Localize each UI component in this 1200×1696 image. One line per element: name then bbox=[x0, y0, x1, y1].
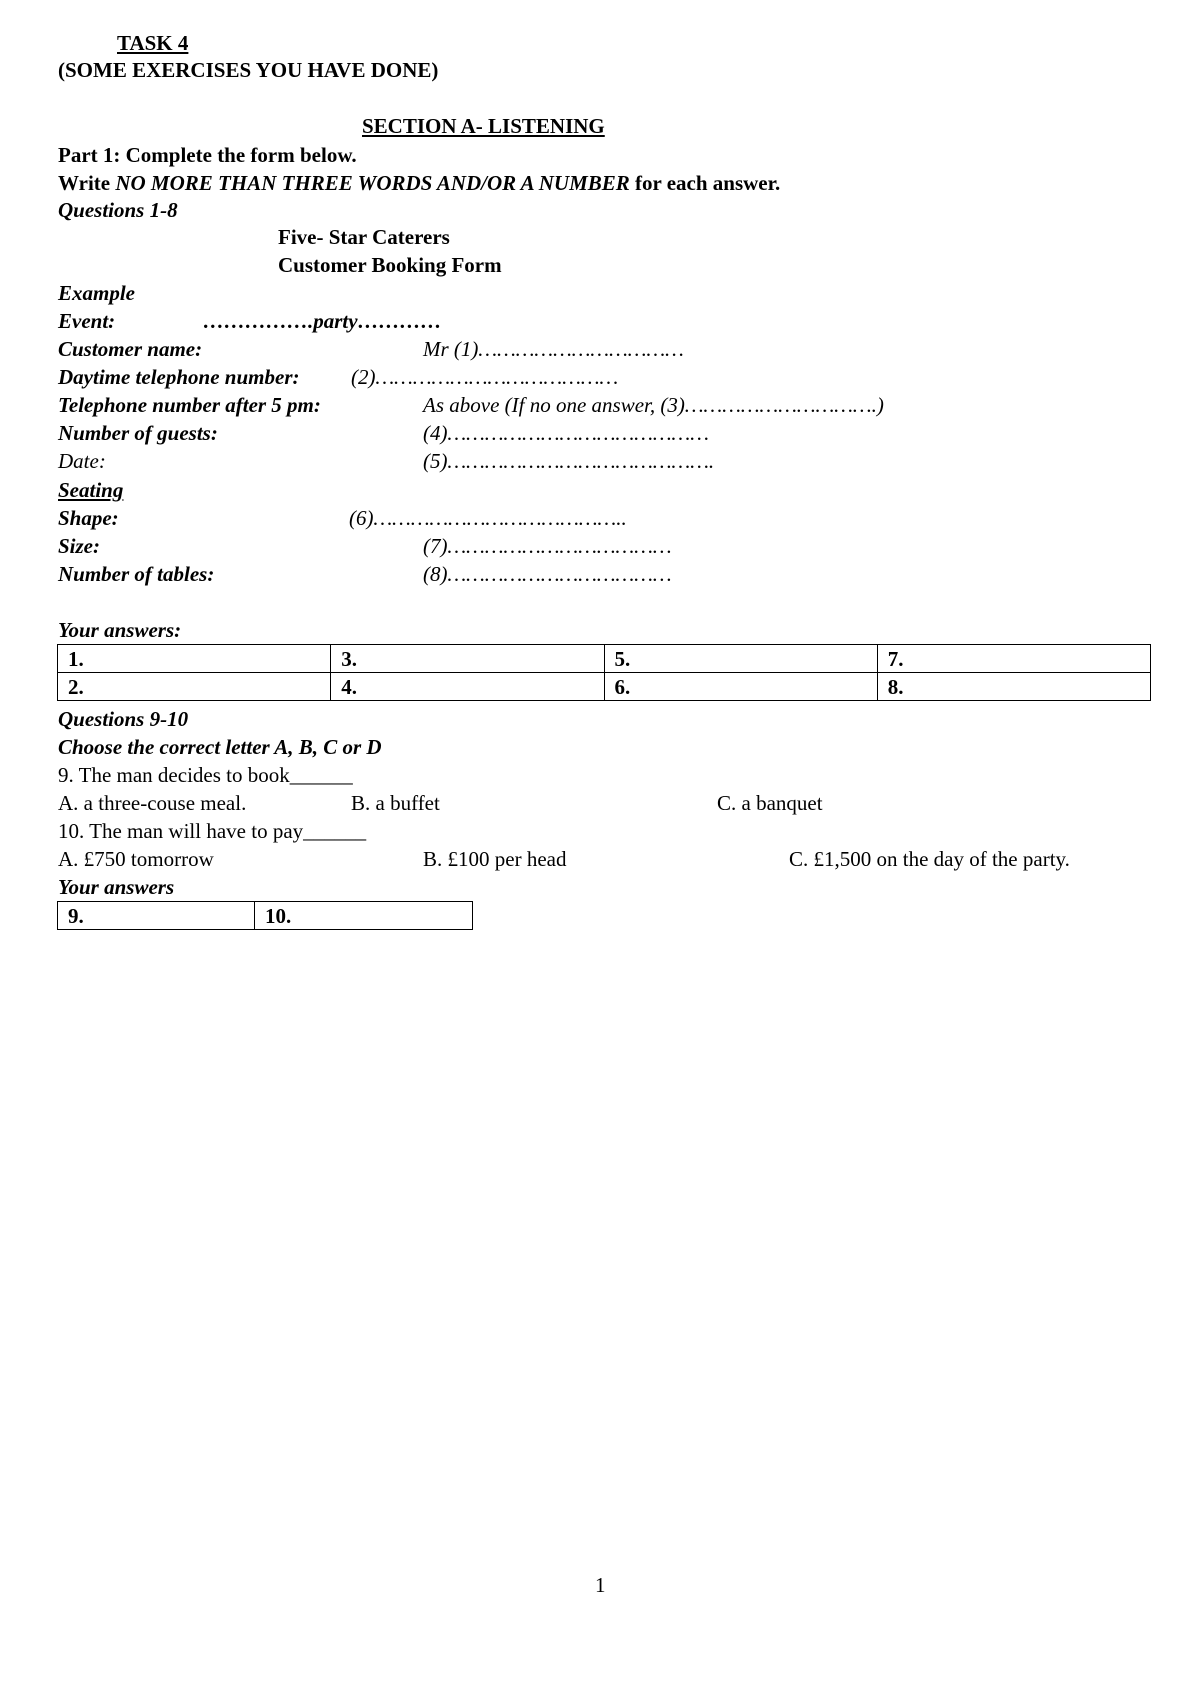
form-label-evening-phone: Telephone number after 5 pm: bbox=[58, 393, 321, 417]
q10-option-a: A. £750 tomorrow bbox=[58, 847, 214, 871]
instruction-emphasis: NO MORE THAN THREE WORDS AND/OR A NUMBER bbox=[115, 171, 630, 195]
form-value-tables: (8)……………………………… bbox=[423, 562, 672, 586]
answer-cell-2[interactable]: 2. bbox=[58, 673, 331, 701]
task-subtitle: (SOME EXERCISES YOU HAVE DONE) bbox=[58, 58, 439, 82]
form-label-tables: Number of tables: bbox=[58, 562, 215, 586]
answer-cell-4[interactable]: 4. bbox=[331, 673, 604, 701]
answer-grid-9-10 bbox=[57, 901, 473, 930]
seating-heading: Seating bbox=[58, 478, 124, 502]
form-value-customer-name: Mr (1)…………………………… bbox=[423, 337, 684, 361]
table-row bbox=[58, 645, 1151, 673]
q9-option-a: A. a three-couse meal. bbox=[58, 791, 247, 815]
q9-option-b: B. a buffet bbox=[351, 791, 440, 815]
answer-grid-1-8 bbox=[57, 644, 1151, 701]
question-10: 10. The man will have to pay______ bbox=[58, 819, 367, 843]
company-name: Five- Star Caterers bbox=[278, 225, 450, 249]
task-title: TASK 4 bbox=[117, 31, 189, 55]
form-value-guests: (4)…………………………………… bbox=[423, 421, 709, 445]
form-value-daytime-phone: (2)………………………………… bbox=[351, 365, 619, 389]
form-label-size: Size: bbox=[58, 534, 100, 558]
page-number: 1 bbox=[595, 1573, 606, 1597]
form-label-guests: Number of guests: bbox=[58, 421, 218, 445]
form-value-evening-phone: As above (If no one answer, (3)………………………….) bbox=[423, 393, 884, 417]
form-label-shape: Shape: bbox=[58, 506, 119, 530]
form-value-date: (5)……………………………………. bbox=[423, 449, 715, 473]
form-title: Customer Booking Form bbox=[278, 253, 502, 277]
form-label-customer-name: Customer name: bbox=[58, 337, 203, 361]
question-9: 9. The man decides to book______ bbox=[58, 763, 353, 787]
form-label-date: Date: bbox=[58, 449, 106, 473]
q10-option-c: C. £1,500 on the day of the party. bbox=[789, 847, 1070, 871]
answer-cell-8[interactable]: 8. bbox=[877, 673, 1150, 701]
instruction-suffix: for each answer. bbox=[629, 171, 781, 195]
part1-heading: Part 1: Complete the form below. bbox=[58, 143, 357, 167]
table-row bbox=[58, 673, 1151, 701]
part1-instruction bbox=[58, 170, 780, 196]
instruction-prefix: Write bbox=[58, 171, 116, 195]
questions-9-10-label: Questions 9-10 bbox=[58, 707, 189, 731]
q10-option-b: B. £100 per head bbox=[423, 847, 567, 871]
answer-cell-10[interactable]: 10. bbox=[255, 902, 473, 930]
section-heading: SECTION A- LISTENING bbox=[362, 114, 605, 138]
answer-cell-3[interactable]: 3. bbox=[331, 645, 604, 673]
questions-1-8-label: Questions 1-8 bbox=[58, 198, 178, 222]
form-value-size: (7)……………………………… bbox=[423, 534, 672, 558]
answer-cell-9[interactable]: 9. bbox=[58, 902, 255, 930]
answer-cell-5[interactable]: 5. bbox=[604, 645, 877, 673]
form-label-event: Event: bbox=[58, 309, 116, 333]
answer-cell-6[interactable]: 6. bbox=[604, 673, 877, 701]
example-label: Example bbox=[58, 281, 135, 305]
answers-9-10-label: Your answers bbox=[58, 875, 175, 899]
form-value-event: …………….party………… bbox=[203, 309, 442, 333]
part2-instruction: Choose the correct letter A, B, C or D bbox=[58, 735, 382, 759]
form-value-shape: (6)………………………………….. bbox=[349, 506, 627, 530]
answers-label: Your answers: bbox=[58, 618, 182, 642]
table-row bbox=[58, 902, 473, 930]
answer-cell-1[interactable]: 1. bbox=[58, 645, 331, 673]
answer-cell-7[interactable]: 7. bbox=[877, 645, 1150, 673]
form-label-daytime-phone: Daytime telephone number: bbox=[58, 365, 300, 389]
q9-option-c: C. a banquet bbox=[717, 791, 823, 815]
